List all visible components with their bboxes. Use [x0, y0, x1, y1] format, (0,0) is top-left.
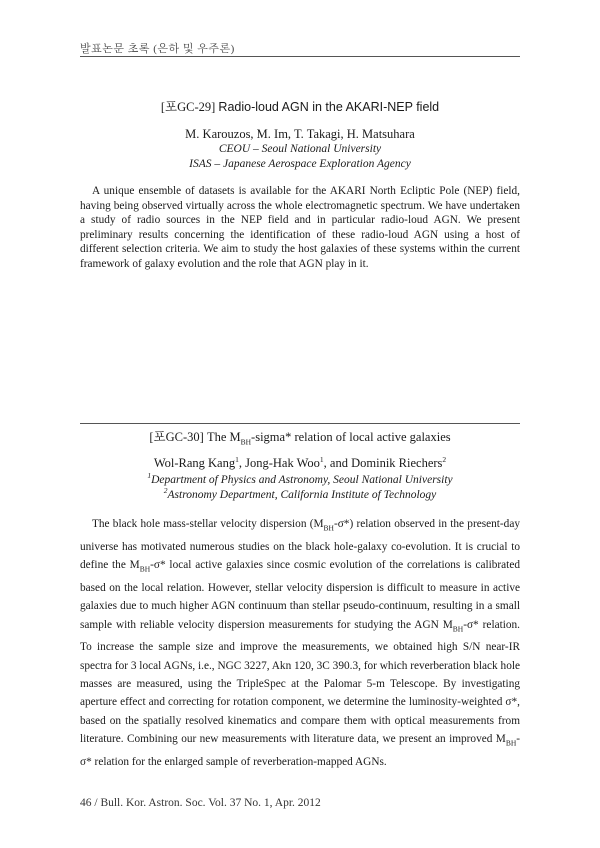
paper2-authors: Wol-Rang Kang$^1$, Jong-Hak Woo$^1$, and Dominik Riechers$^2$ — [153, 455, 447, 471]
paper2-affiliation-2: $^2$Astronomy Department, California Institute of Technology — [163, 486, 437, 501]
paper2-tag: [포GC-30] — [149, 430, 204, 444]
running-header: 발표논문 초록 (은하 및 우주론) — [80, 43, 235, 55]
paper1-title — [80, 97, 520, 115]
paper1-authors: M. Karouzos, M. Im, T. Takagi, H. Matsuhara — [185, 127, 415, 141]
section-divider — [80, 423, 520, 424]
paper1-tag: [포GC-29] — [160, 100, 216, 114]
paper2-abstract: The black hole mass-stellar velocity dispersion $(M_{BH}-\sigma*)$ relation observed in the present-day universe has motivated numerous studies on the black hole-galaxy co-evolution. It is crucial to define the $M_{BH}-\sigma*$ local active galaxies since cosmic evolution of the correlations is calibrated based on the local relation. However, stellar velocity dispersion is difficult to measure in active galaxies due to much higher AGN continuum than stellar pseudo-continuum, resulting in a small sample with reliable velocity dispersion measurements for studying the AGN $M_{BH}-\sigma*$ relation. To increase the sample size and improve the measurements, we obtained high S/N near-IR spectra for 3 local AGNs, i.e., NGC 3227, Akn 120, 3C 390.3, for which reverberation black hole masses are measured, using the TripleSpec at the Palomar 5-m Telescope. By investigating aperture effect and correcting for rotation component, we determine the luminosity-weighted σ*, based on the spatially resolved kinematics and compare them with optical measurements from literature. Combining our new measurements with literature data, we present an improved $M_{BH}-\sigma*$ relation for the enlarged sample of reverberation-mapped AGNs. — [80, 518, 520, 768]
paper1-abstract: A unique ensemble of datasets is available for the AKARI North Ecliptic Pole (NEP) field, having being observed virtually across the whole electromagnetic spectrum. We have undertaken a study of radio sources in the NEP field and in particular radio-loud AGN. We present preliminary results concerning the identification of these radio-loud AGN using a host of different selection criteria. We aim to study the host galaxies of these systems within the current framework of galaxy evolution and the role that AGN play in it. — [80, 185, 520, 270]
page-footer: 46 / Bull. Kor. Astron. Soc. Vol. 37 No. 1, Apr. 2012 — [80, 797, 321, 809]
header-divider — [80, 56, 520, 57]
paper1-affiliation-2: ISAS – Japanese Aerospace Exploration Agency — [189, 158, 411, 170]
paper2-affiliation-1: $^1$Department of Physics and Astronomy, Seoul National University — [147, 471, 453, 486]
paper1-affiliation-1: CEOU – Seoul National University — [218, 143, 382, 155]
paper1-title-text: Radio-loud AGN in the AKARI-NEP field — [218, 100, 440, 114]
paper2-title: [포GC-30] The $M_{BH}-sigma*$ relation of local active galaxies — [149, 430, 451, 447]
